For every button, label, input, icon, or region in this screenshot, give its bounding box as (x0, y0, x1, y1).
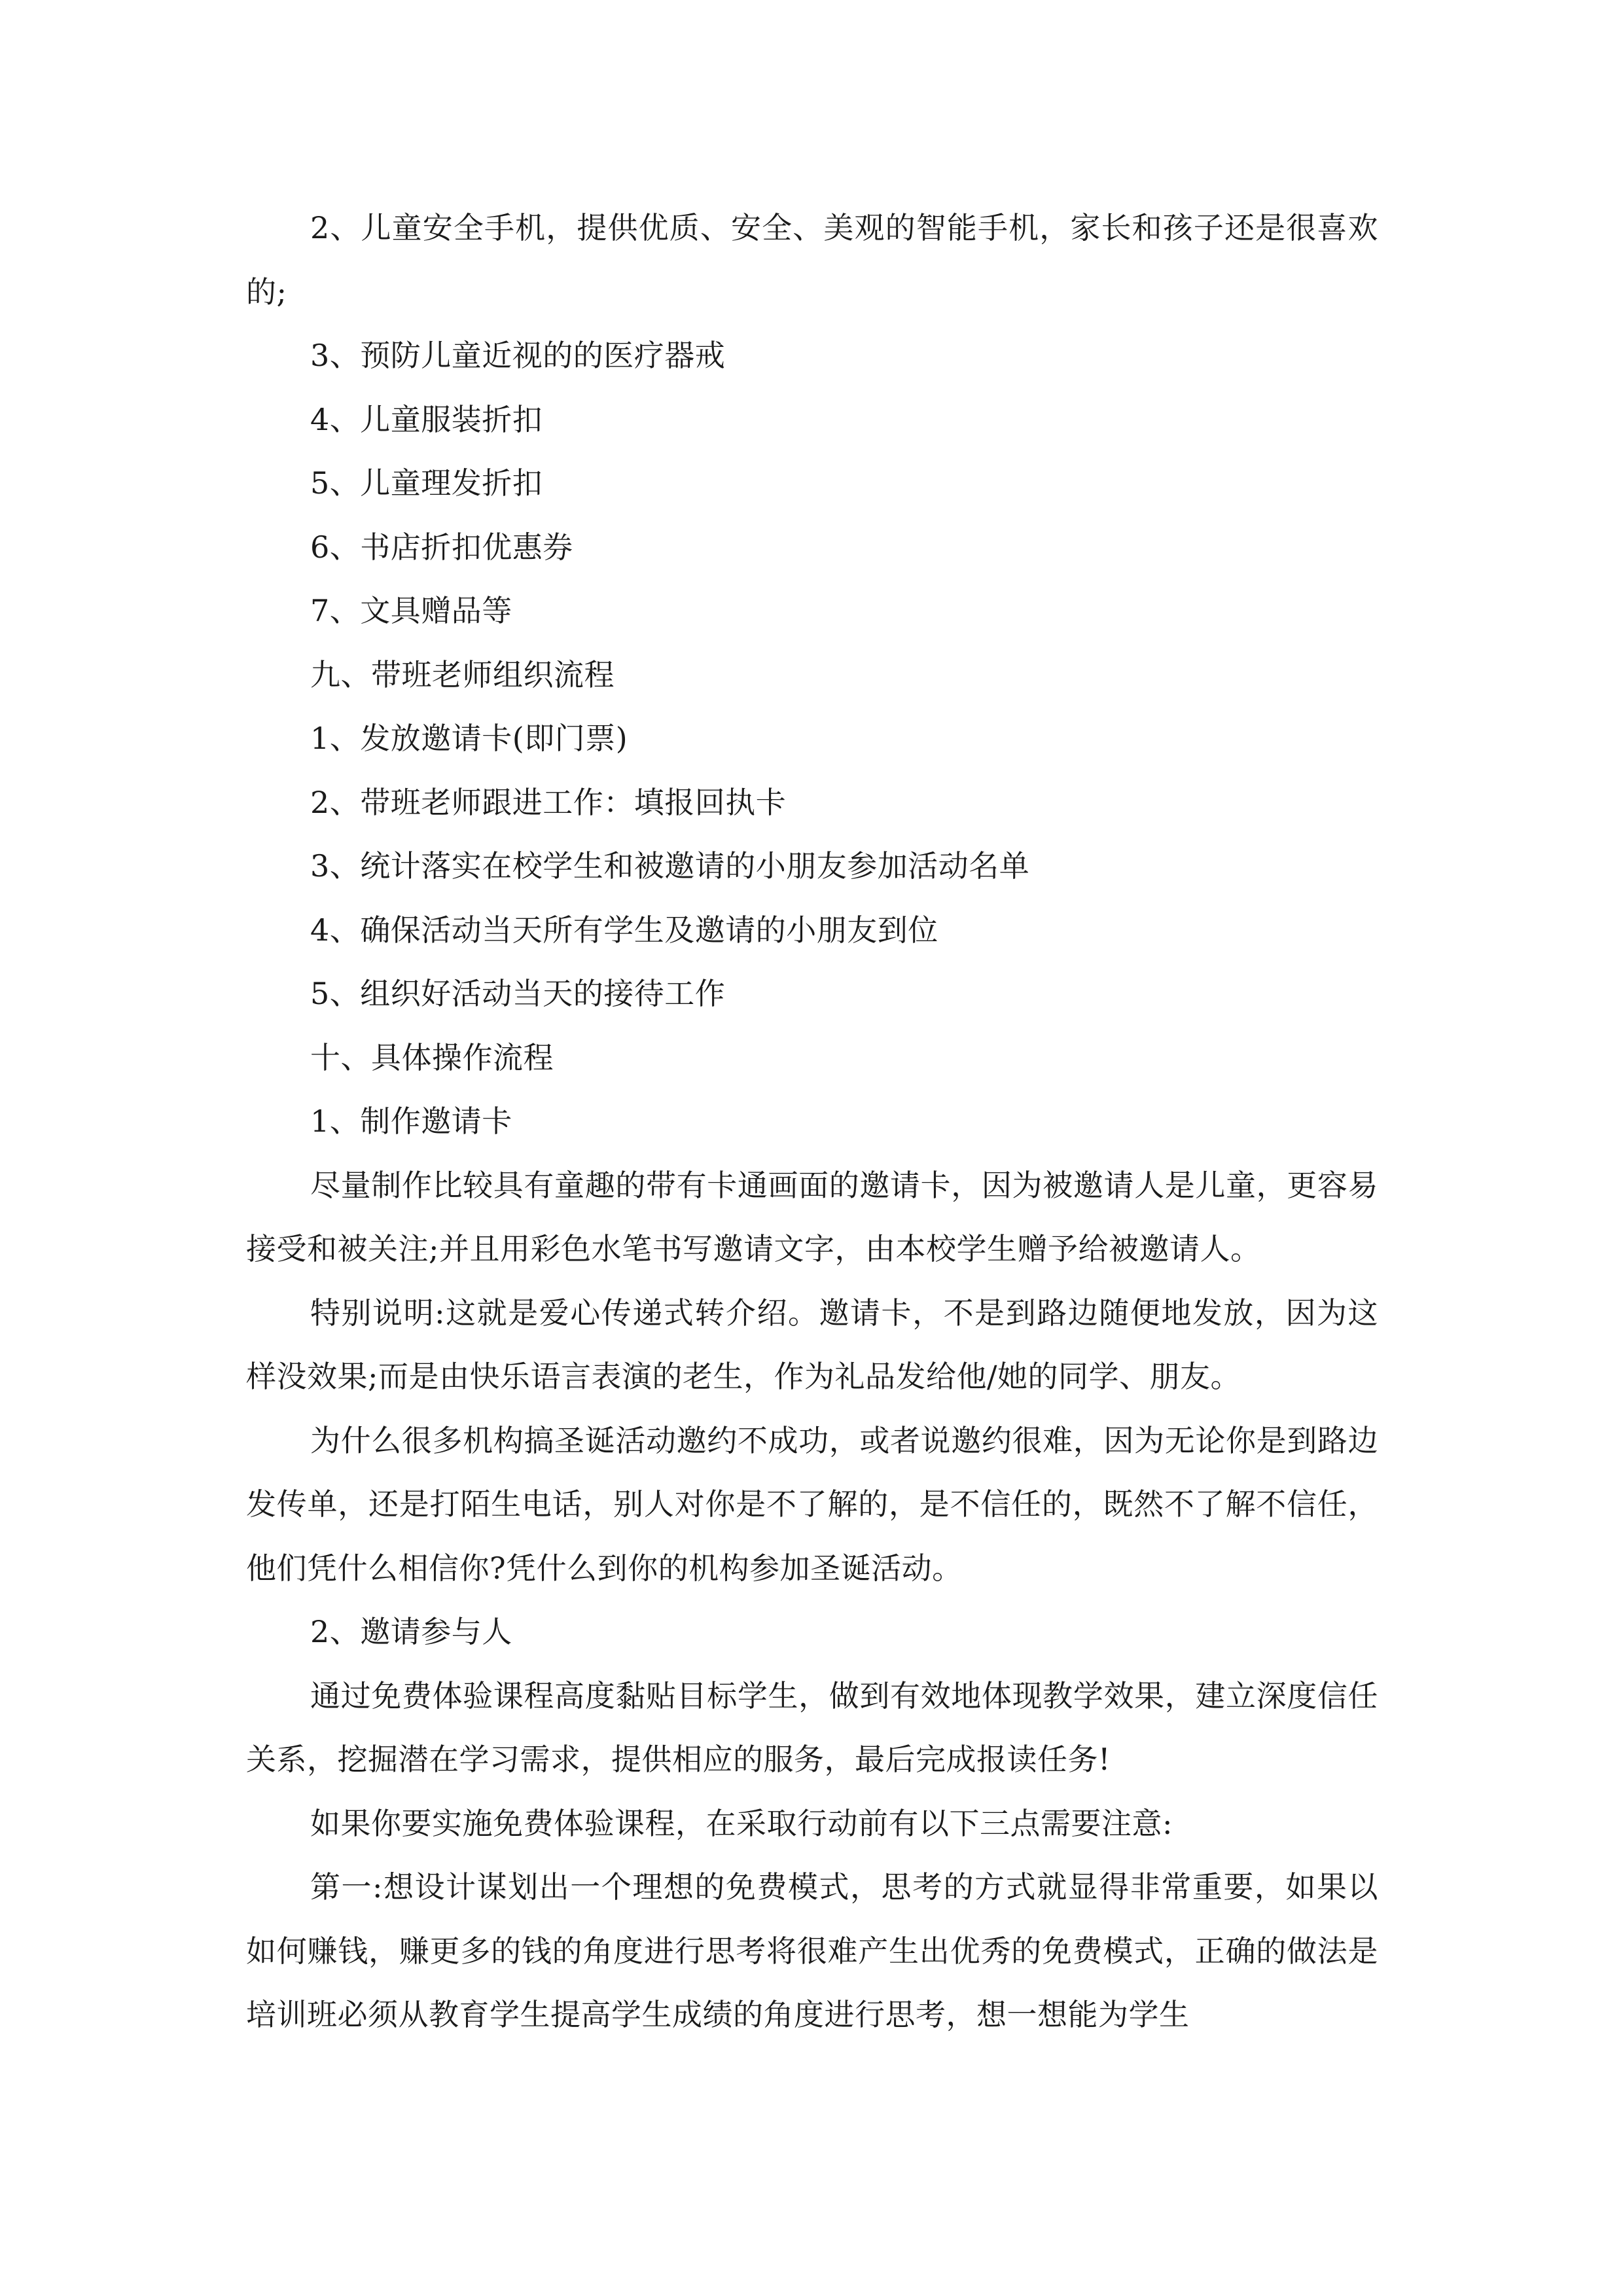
paragraph: 5、儿童理发折扣 (310, 465, 543, 501)
section-heading: 九、带班老师组织流程 (310, 656, 615, 692)
paragraph: 7、文具赠品等 (310, 593, 512, 628)
paragraph: 1、发放邀请卡(即门票) (310, 721, 628, 756)
paragraph: 4、确保活动当天所有学生及邀请的小朋友到位 (310, 912, 938, 948)
paragraph: 通过免费体验课程高度黏贴目标学生，做到有效地体现教学效果，建立深度信任关系，挖掘潜在学习需求，提供相应的服务，最后完成报读任务! (246, 1677, 1378, 1777)
paragraph: 4、儿童服装折扣 (310, 401, 543, 437)
paragraph: 第一:想设计谋划出一个理想的免费模式，思考的方式就显得非常重要，如果以如何赚钱，赚更多的钱的角度进行思考将很难产生出优秀的免费模式，正确的做法是培训班必须从教育学生提高学生成绩的角度进行思考，想一想能为学生 (246, 1869, 1378, 2032)
paragraph: 2、儿童安全手机，提供优质、安全、美观的智能手机，家长和孩子还是很喜欢的; (246, 210, 1378, 310)
paragraph: 1、制作邀请卡 (310, 1103, 512, 1139)
paragraph: 6、书店折扣优惠券 (310, 529, 573, 565)
paragraph: 特别说明:这就是爱心传递式转介绍。邀请卡，不是到路边随便地发放，因为这样没效果;而是由快乐语言表演的老生，作为礼品发给他/她的同学、朋友。 (246, 1295, 1378, 1394)
paragraph: 3、统计落实在校学生和被邀请的小朋友参加活动名单 (310, 848, 1030, 884)
section-heading: 十、具体操作流程 (310, 1039, 554, 1075)
paragraph: 尽量制作比较具有童趣的带有卡通画面的邀请卡，因为被邀请人是儿童，更容易接受和被关注;并且用彩色水笔书写邀请文字，由本校学生赠予给被邀请人。 (246, 1167, 1378, 1266)
paragraph: 5、组织好活动当天的接待工作 (310, 976, 726, 1011)
paragraph: 2、带班老师跟进工作：填报回执卡 (310, 784, 787, 820)
paragraph: 为什么很多机构搞圣诞活动邀约不成功，或者说邀约很难，因为无论你是到路边发传单，还是打陌生电话，别人对你是不了解的，是不信任的，既然不了解不信任，他们凭什么相信你?凭什么到你的机构参加圣诞活动。 (246, 1422, 1378, 1586)
document-body (246, 196, 1378, 2047)
paragraph: 如果你要实施免费体验课程，在采取行动前有以下三点需要注意: (310, 1805, 1173, 1841)
paragraph: 2、邀请参与人 (310, 1614, 512, 1649)
paragraph: 3、预防儿童近视的的医疗器戒 (310, 338, 726, 373)
